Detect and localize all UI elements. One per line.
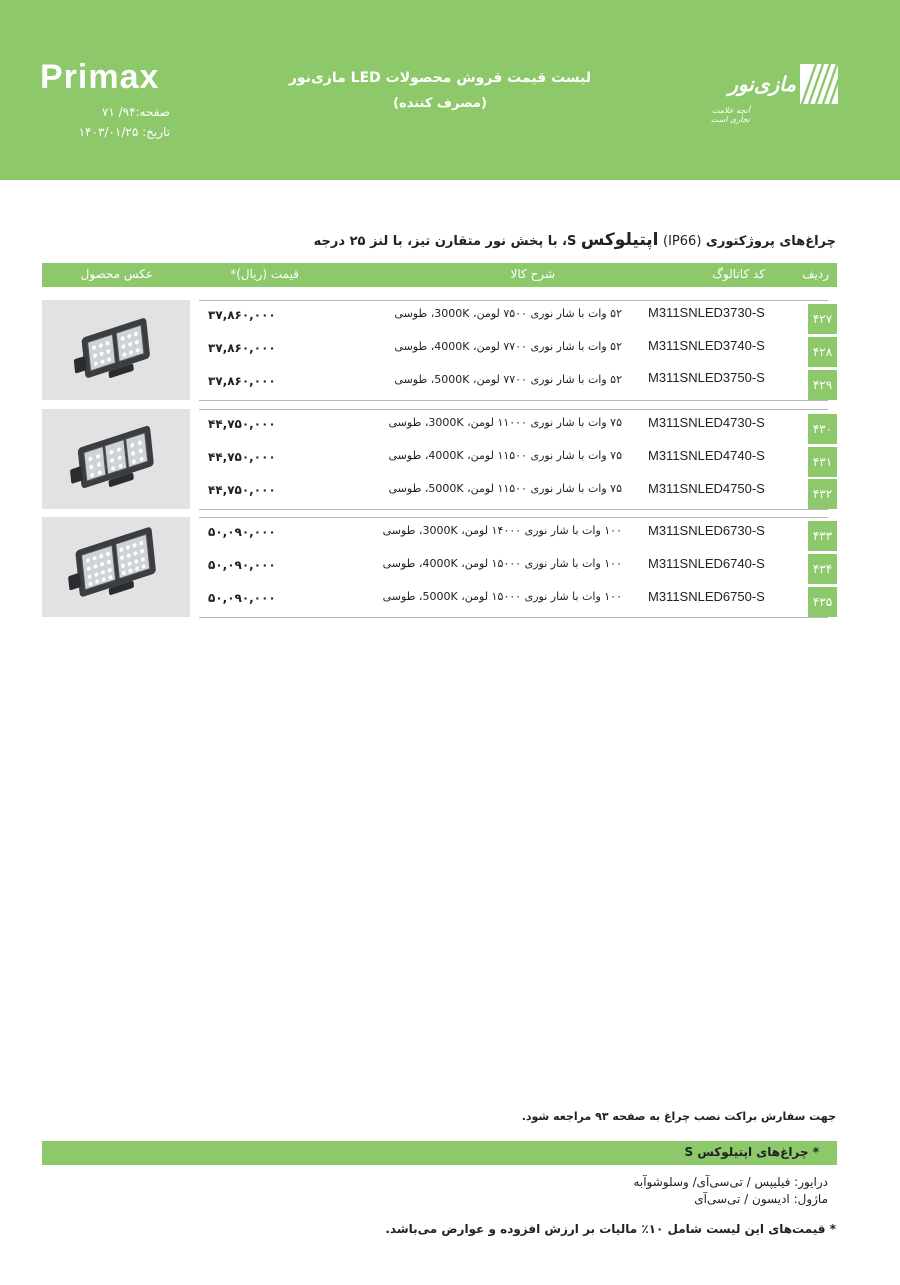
- logo-stripes-icon: [800, 64, 838, 104]
- product-price: ۴۴,۷۵۰,۰۰۰: [208, 417, 276, 431]
- floodlight-icon: [42, 517, 190, 617]
- product-description: ۱۰۰ وات با شار نوری ۱۴۰۰۰ لومن، 3000K، طوسی: [382, 524, 622, 537]
- driver-spec: درایور: فیلیپس / تی‌سی‌آی/ وسلوشوآبه: [633, 1175, 828, 1189]
- bracket-order-note: جهت سفارش براکت نصب چراغ به صفحه ۹۳ مراجعه شود.: [521, 1110, 836, 1123]
- catalog-code: M311SNLED3730-S: [648, 305, 765, 320]
- floodlight-icon: [42, 409, 190, 509]
- catalog-code: M311SNLED6730-S: [648, 523, 765, 538]
- document-title-main: لیست قیمت فروش محصولات LED مازی‌نور: [288, 70, 592, 86]
- header-row-number: ردیف: [802, 267, 829, 281]
- row-number: ۴۳۳: [808, 521, 837, 551]
- page-header: [0, 0, 900, 180]
- product-photo: [42, 409, 190, 509]
- header-description: شرح کالا: [510, 267, 555, 281]
- component-specs: [633, 1174, 828, 1208]
- product-photo: [42, 517, 190, 617]
- row-number: ۴۳۲: [808, 479, 837, 509]
- row-divider: [199, 517, 828, 518]
- row-number: ۴۳۴: [808, 554, 837, 584]
- product-price: ۳۷,۸۶۰,۰۰۰: [208, 374, 276, 388]
- footer-bar: [42, 1141, 837, 1165]
- product-description: ۷۵ وات با شار نوری ۱۱۵۰۰ لومن، 4000K، طوسی: [388, 449, 622, 462]
- product-price: ۳۷,۸۶۰,۰۰۰: [208, 341, 276, 355]
- row-number: ۴۳۱: [808, 447, 837, 477]
- document-title: [250, 70, 630, 111]
- logo-wordmark: مازی‌نور: [728, 72, 796, 96]
- row-number: ۴۲۹: [808, 370, 837, 400]
- catalog-code: M311SNLED4740-S: [648, 448, 765, 463]
- product-description: ۵۲ وات با شار نوری ۷۷۰۰ لومن، 5000K، طوسی: [394, 373, 622, 386]
- product-price: ۴۴,۷۵۰,۰۰۰: [208, 450, 276, 464]
- product-price: ۵۰,۰۹۰,۰۰۰: [208, 525, 276, 539]
- floodlight-icon: [42, 300, 190, 400]
- row-divider: [199, 617, 828, 618]
- catalog-code: M311SNLED4750-S: [648, 481, 765, 496]
- product-group: [42, 517, 837, 617]
- product-group: [42, 409, 837, 509]
- catalog-code: M311SNLED3740-S: [648, 338, 765, 353]
- row-number: ۴۲۷: [808, 304, 837, 334]
- logo-tagline: آنچه علامت تجاری است: [710, 106, 750, 124]
- module-spec: ماژول: ادیسون / تی‌سی‌آی: [694, 1192, 828, 1206]
- catalog-code: M311SNLED4730-S: [648, 415, 765, 430]
- page-number: صفحه:۹۴/ ۷۱: [101, 105, 170, 119]
- row-divider: [199, 300, 828, 301]
- product-description: ۷۵ وات با شار نوری ۱۱۵۰۰ لومن، 5000K، طوسی: [388, 482, 622, 495]
- page-meta: [40, 102, 170, 142]
- section-title-prefix: چراغ‌های پروژکتوری: [705, 234, 836, 249]
- product-price: ۵۰,۰۹۰,۰۰۰: [208, 591, 276, 605]
- document-subtitle: (مصرف کننده): [393, 96, 487, 111]
- product-price: ۵۰,۰۹۰,۰۰۰: [208, 558, 276, 572]
- row-number: ۴۳۵: [808, 587, 837, 617]
- row-number: ۴۲۸: [808, 337, 837, 367]
- catalog-code: M311SNLED3750-S: [648, 370, 765, 385]
- product-description: ۷۵ وات با شار نوری ۱۱۰۰۰ لومن، 3000K، طوسی: [388, 416, 622, 429]
- header-catalog-code: کد کاتالوگ: [712, 267, 765, 281]
- page-date: تاریخ: ۱۴۰۳/۰۱/۲۵: [78, 125, 170, 139]
- company-logo: [698, 62, 840, 122]
- catalog-code: M311SNLED6740-S: [648, 556, 765, 571]
- row-divider: [199, 400, 828, 401]
- section-title-product: اپتیلوکس: [580, 230, 659, 250]
- header-product-photo: عکس محصول: [80, 267, 153, 281]
- row-divider: [199, 509, 828, 510]
- product-group: [42, 300, 837, 400]
- product-description: ۵۲ وات با شار نوری ۷۷۰۰ لومن، 4000K، طوسی: [394, 340, 622, 353]
- section-title: [314, 230, 836, 250]
- product-price: ۴۴,۷۵۰,۰۰۰: [208, 483, 276, 497]
- row-divider: [199, 409, 828, 410]
- section-title-ip: (IP66): [663, 234, 702, 249]
- footer-bar-title: * چراغ‌های اپتیلوکس S: [684, 1145, 819, 1159]
- table-header: [42, 263, 837, 287]
- catalog-code: M311SNLED6750-S: [648, 589, 765, 604]
- product-description: ۱۰۰ وات با شار نوری ۱۵۰۰۰ لومن، 4000K، طوسی: [382, 557, 622, 570]
- tax-note: * قیمت‌های این لیست شامل ۱۰٪ مالیات بر ارزش افزوده و عوارض می‌باشد.: [385, 1222, 836, 1236]
- header-price: قیمت (ریال)*: [230, 267, 299, 281]
- row-number: ۴۳۰: [808, 414, 837, 444]
- product-description: ۵۲ وات با شار نوری ۷۵۰۰ لومن، 3000K، طوسی: [394, 307, 622, 320]
- section-title-suffix: S، با پخش نور متقارن تیز، با لنز ۲۵ درجه: [313, 234, 577, 249]
- brand-name: Primax: [40, 58, 160, 96]
- product-price: ۳۷,۸۶۰,۰۰۰: [208, 308, 276, 322]
- product-description: ۱۰۰ وات با شار نوری ۱۵۰۰۰ لومن، 5000K، طوسی: [382, 590, 622, 603]
- product-photo: [42, 300, 190, 400]
